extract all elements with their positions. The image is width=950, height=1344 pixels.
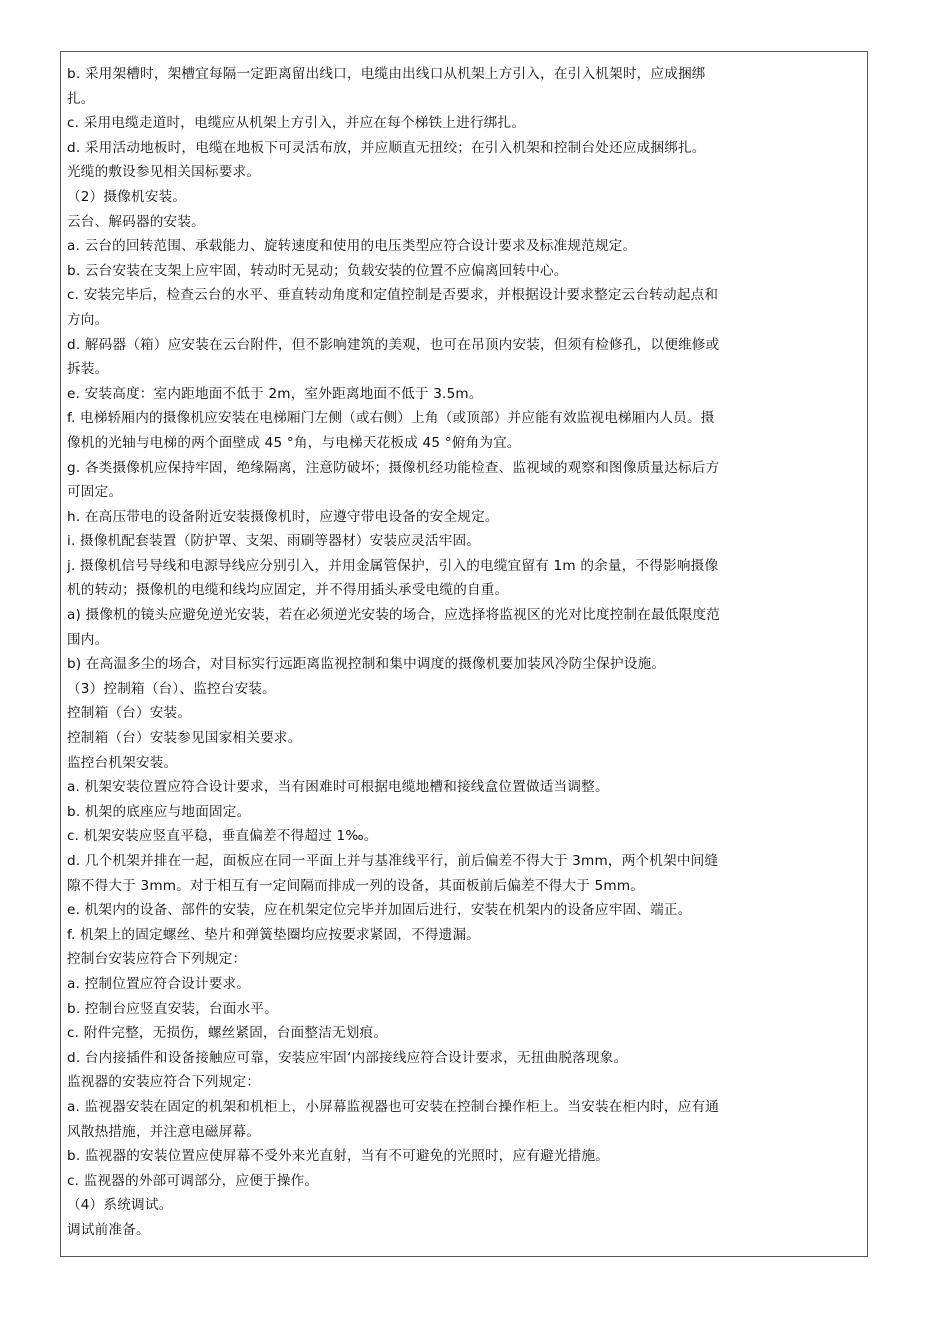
- text-line: e. 安装高度：室内距地面不低于 2m，室外距离地面不低于 3.5m。: [67, 385, 483, 402]
- text-line: 像机的光轴与电梯的两个面壁成 45 °角，与电梯天花板成 45 °俯角为宜。: [67, 434, 521, 451]
- text-line: 风散热措施，并注意电磁屏幕。: [67, 1123, 261, 1140]
- text-line: （3）控制箱（台）、监控台安装。: [67, 680, 276, 697]
- text-line: b. 云台安装在支架上应牢固，转动时无晃动；负载安装的位置不应偏离回转中心。: [67, 262, 568, 279]
- text-line: i. 摄像机配套装置（防护罩、支架、雨刷等器材）安装应灵活牢固。: [67, 533, 481, 550]
- text-line: b. 控制台应竖直安装，台面水平。: [67, 1000, 278, 1017]
- document-frame: [60, 51, 868, 1257]
- text-line: b. 监视器的安装位置应使屏幕不受外来光直射，当有不可避免的光照时，应有避光措施。: [67, 1148, 610, 1165]
- text-line: f. 电梯轿厢内的摄像机应安装在电梯厢门左侧（或右侧）上角（或顶部）并应能有效监视电梯厢内人员。摄: [67, 410, 715, 427]
- text-line: d. 台内接插件和设备接触应可靠，安装应牢固‘内部接线应符合设计要求，无扭曲脱落现象。: [67, 1049, 628, 1066]
- text-line: a. 控制位置应符合设计要求。: [67, 975, 251, 992]
- text-line: （4）系统调试。: [67, 1197, 173, 1214]
- text-line: 机的转动；摄像机的电缆和线均应固定，并不得用插头承受电缆的自重。: [67, 582, 509, 599]
- text-line: 调试前准备。: [67, 1221, 150, 1238]
- text-line: 方向。: [67, 311, 109, 328]
- text-line: j. 摄像机信号导线和电源导线应分别引入，并用金属管保护，引入的电缆宜留有 1m 的余量，不得影响摄像: [67, 557, 719, 574]
- text-line: e. 机架内的设备、部件的安装，应在机架定位完毕并加固后进行，安装在机架内的设备应牢固、端正。: [67, 902, 692, 919]
- text-line: 光缆的敷设参见相关国标要求。: [67, 164, 261, 181]
- text-line: 监控台机架安装。: [67, 754, 178, 771]
- text-line: 可固定。: [67, 484, 123, 501]
- text-line: c. 采用电缆走道时，电缆应从机架上方引入，并应在每个梯铁上进行绑扎。: [67, 115, 526, 132]
- text-line: h. 在高压带电的设备附近安装摄像机时，应遵守带电设备的安全规定。: [67, 508, 499, 525]
- text-line: a) 摄像机的镜头应避免逆光安装，若在必须逆光安装的场合，应选择将监视区的光对比度控制在最低限度范: [67, 607, 721, 624]
- text-line: a. 监视器安装在固定的机架和机柜上，小屏幕监视器也可安装在控制台操作柜上。当安装在柜内时，应有通: [67, 1098, 720, 1115]
- text-line: 隙不得大于 3mm。对于相互有一定间隔而排成一列的设备，其面板前后偏差不得大于 5mm。: [67, 877, 645, 894]
- text-line: a. 云台的回转范围、承载能力、旋转速度和使用的电压类型应符合设计要求及标准规范规定。: [67, 238, 637, 255]
- text-line: d. 几个机架并排在一起，面板应在同一平面上并与基准线平行，前后偏差不得大于 3mm，两个机架中间缝: [67, 853, 719, 869]
- text-line: 控制箱（台）安装。: [67, 705, 192, 722]
- text-line: 控制台安装应符合下列规定：: [67, 951, 247, 968]
- text-line: d. 解码器（箱）应安装在云台附件，但不影响建筑的美观，也可在吊顶内安装，但须有检修孔，以便维修或: [67, 336, 720, 353]
- text-line: （2）摄像机安装。: [67, 188, 187, 205]
- text-line: g. 各类摄像机应保持牢固，绝缘隔离，注意防破坏；摄像机经功能检查、监视域的观察和图像质量达标后方: [67, 459, 720, 476]
- text-line: c. 安装完毕后，检查云台的水平、垂直转动角度和定值控制是否要求，并根据设计要求整定云台转动起点和: [67, 287, 719, 304]
- text-line: b. 机架的底座应与地面固定。: [67, 803, 251, 820]
- text-line: 监视器的安装应符合下列规定：: [67, 1074, 261, 1091]
- text-line: c. 机架安装应竖直平稳，垂直偏差不得超过 1‰。: [67, 828, 378, 845]
- text-line: 拆装。: [67, 361, 109, 378]
- text-line: c. 监视器的外部可调部分，应便于操作。: [67, 1172, 319, 1189]
- text-line: d. 采用活动地板时，电缆在地板下可灵活布放，并应顺直无扭绞；在引入机架和控制台处还应成捆绑扎。: [67, 139, 706, 156]
- text-line: b. 采用架槽时，架槽宜每隔一定距离留出线口，电缆由出线口从机架上方引入，在引入机架时，应成捆绑: [67, 66, 706, 82]
- text-line: b) 在高温多尘的场合，对目标实行远距离监视控制和集中调度的摄像机要加装风冷防尘保护设施。: [67, 656, 666, 673]
- text-line: 云台、解码器的安装。: [67, 213, 205, 230]
- text-line: c. 附件完整，无损伤，螺丝紧固，台面整洁无划痕。: [67, 1025, 388, 1042]
- text-line: f. 机架上的固定螺丝、垫片和弹簧垫圈均应按要求紧固，不得遗漏。: [67, 926, 481, 943]
- text-line: 控制箱（台）安装参见国家相关要求。: [67, 730, 302, 747]
- text-line: a. 机架安装位置应符合设计要求，当有困难时可根据电缆地槽和接线盒位置做适当调整。: [67, 779, 609, 796]
- text-line: 扎。: [67, 90, 95, 107]
- text-line: 围内。: [67, 631, 109, 648]
